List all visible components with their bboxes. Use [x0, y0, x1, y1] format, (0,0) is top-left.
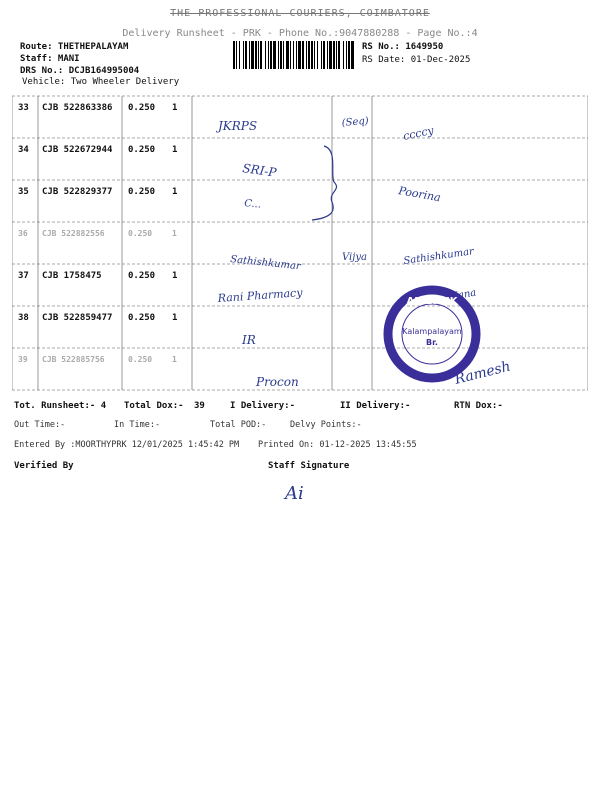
barcode-bar [236, 41, 237, 69]
barcode-bar [270, 41, 272, 69]
barcode-bar [298, 41, 301, 69]
row-awb: CJB 522863386 [42, 103, 113, 113]
receiver-relation: (Seq) [341, 115, 370, 129]
receiver-signature: ccccy [401, 123, 435, 143]
row-sno: 35 [18, 187, 29, 197]
barcode-bar [314, 41, 315, 69]
stamp-br-text: Br. [426, 338, 438, 347]
row-pieces: 1 [172, 355, 177, 364]
barcode-bar [255, 41, 257, 69]
receiver-signature: Ramesh [453, 358, 513, 388]
row-awb: CJB 522672944 [42, 145, 113, 155]
barcode-bar [265, 41, 266, 69]
row-awb: CJB 522882556 [42, 229, 105, 238]
route-label: Route: THETHEPALAYAM [20, 42, 129, 52]
staff-label: Staff: MANI [20, 54, 80, 64]
barcode-bar [273, 41, 276, 69]
barcode-bar [343, 41, 344, 69]
barcode-bar [296, 41, 297, 69]
barcode-bar [243, 41, 244, 69]
row-awb: CJB 522885756 [42, 355, 105, 364]
barcode-bar [317, 41, 318, 69]
receiver-name: SRI-P [241, 161, 278, 180]
receiver-name: IR [242, 333, 256, 347]
rs-number: RS No.: 1649950 [362, 42, 444, 52]
barcode-bar [329, 41, 332, 69]
barcode-bar [260, 41, 262, 69]
barcode-bar [338, 41, 340, 69]
receiver-name: Sathishkumar [229, 254, 302, 273]
barcode-bar [280, 41, 282, 69]
receiver-relation: Vijya [342, 252, 367, 263]
barcode-bar [278, 41, 279, 69]
total-runsheet: Tot. Runsheet:- 4 [14, 401, 107, 411]
staff-signature-label: Staff Signature [268, 461, 350, 471]
rs-date: RS Date: 01-Dec-2025 [362, 55, 471, 65]
barcode-bar [327, 41, 328, 69]
barcode-bar [308, 41, 310, 69]
row-weight: 0.250 [128, 103, 156, 113]
rtn-dox-label: RTN Dox:- [454, 401, 503, 411]
entered-by: Entered By :MOORTHYPRK 12/01/2025 1:45:42 PM [14, 440, 240, 450]
row-pieces: 1 [172, 313, 178, 323]
row-weight: 0.250 [128, 313, 156, 323]
row-sno: 33 [18, 103, 29, 113]
staff-signature-mark: Ai [285, 483, 304, 504]
barcode-bar [302, 41, 304, 69]
receiver-name: C... [243, 198, 262, 211]
ii-delivery-label: II Delivery:- [340, 401, 411, 411]
barcode-bar [311, 41, 313, 69]
barcode-bar [336, 41, 337, 69]
stamp-branch-text: Kalampalayam [402, 327, 462, 336]
row-sno: 38 [18, 313, 29, 323]
row-sno: 34 [18, 145, 29, 155]
vehicle-label: Vehicle: Two Wheeler Delivery [22, 77, 180, 87]
barcode [233, 41, 355, 69]
row-pieces: 1 [172, 229, 177, 238]
barcode-bar [258, 41, 259, 69]
bank-stamp [388, 290, 476, 378]
receiver-name: JKRPS [218, 119, 258, 133]
stamp-bank-text: AN BANK [406, 296, 458, 307]
company-title: THE PROFESSIONAL COURIERS, COIMBATORE [170, 8, 430, 19]
row-weight: 0.250 [128, 229, 153, 238]
row-pieces: 1 [172, 103, 178, 113]
receiver-signature: Hana [448, 287, 478, 303]
runsheet-subtitle: Delivery Runsheet - PRK - Phone No.:9047880288 - Page No.:4 [122, 28, 478, 39]
verified-by-label: Verified By [14, 461, 74, 471]
total-dox-label: Total Dox:- [124, 401, 184, 411]
row-weight: 0.250 [128, 187, 156, 197]
barcode-bar [251, 41, 254, 69]
total-dox-value: 39 [194, 401, 205, 411]
barcode-bar [348, 41, 350, 69]
barcode-bar [245, 41, 247, 69]
barcode-bar [249, 41, 250, 69]
barcode-bar [333, 41, 335, 69]
row-weight: 0.250 [128, 145, 156, 155]
row-weight: 0.250 [128, 271, 156, 281]
drs-number: DRS No.: DCJB164995004 [20, 66, 140, 76]
receiver-signature: Poorina [397, 184, 442, 205]
receiver-name: Rani Pharmacy [217, 286, 303, 305]
row-awb: CJB 522859477 [42, 313, 113, 323]
receiver-signature: Sathishkumar [402, 246, 475, 267]
row-sno: 36 [18, 229, 28, 238]
row-sno: 39 [18, 355, 28, 364]
runsheet-table [12, 94, 588, 392]
out-time-label: Out Time:- [14, 420, 66, 430]
barcode-bar [268, 41, 269, 69]
row-pieces: 1 [172, 145, 178, 155]
bracket-scribble [312, 146, 337, 220]
total-pod-label: Total POD:- [210, 420, 267, 430]
row-pieces: 1 [172, 271, 178, 281]
barcode-bar [351, 41, 354, 69]
barcode-bar [323, 41, 325, 69]
barcode-bar [239, 41, 240, 69]
i-delivery-label: I Delivery:- [230, 401, 296, 411]
row-weight: 0.250 [128, 355, 153, 364]
barcode-bar [321, 41, 322, 69]
barcode-bar [233, 41, 235, 69]
in-time-label: In Time:- [114, 420, 161, 430]
delivery-points-label: Delvy Points:- [290, 420, 362, 430]
barcode-bar [283, 41, 284, 69]
barcode-bar [286, 41, 289, 69]
barcode-bar [290, 41, 291, 69]
printed-on: Printed On: 01-12-2025 13:45:55 [258, 440, 417, 450]
row-awb: CJB 522829377 [42, 187, 113, 197]
row-pieces: 1 [172, 187, 178, 197]
barcode-bar [306, 41, 307, 69]
barcode-bar [293, 41, 294, 69]
barcode-bar [346, 41, 347, 69]
receiver-name: Procon [256, 375, 299, 389]
row-awb: CJB 1758475 [42, 271, 102, 281]
row-sno: 37 [18, 271, 29, 281]
